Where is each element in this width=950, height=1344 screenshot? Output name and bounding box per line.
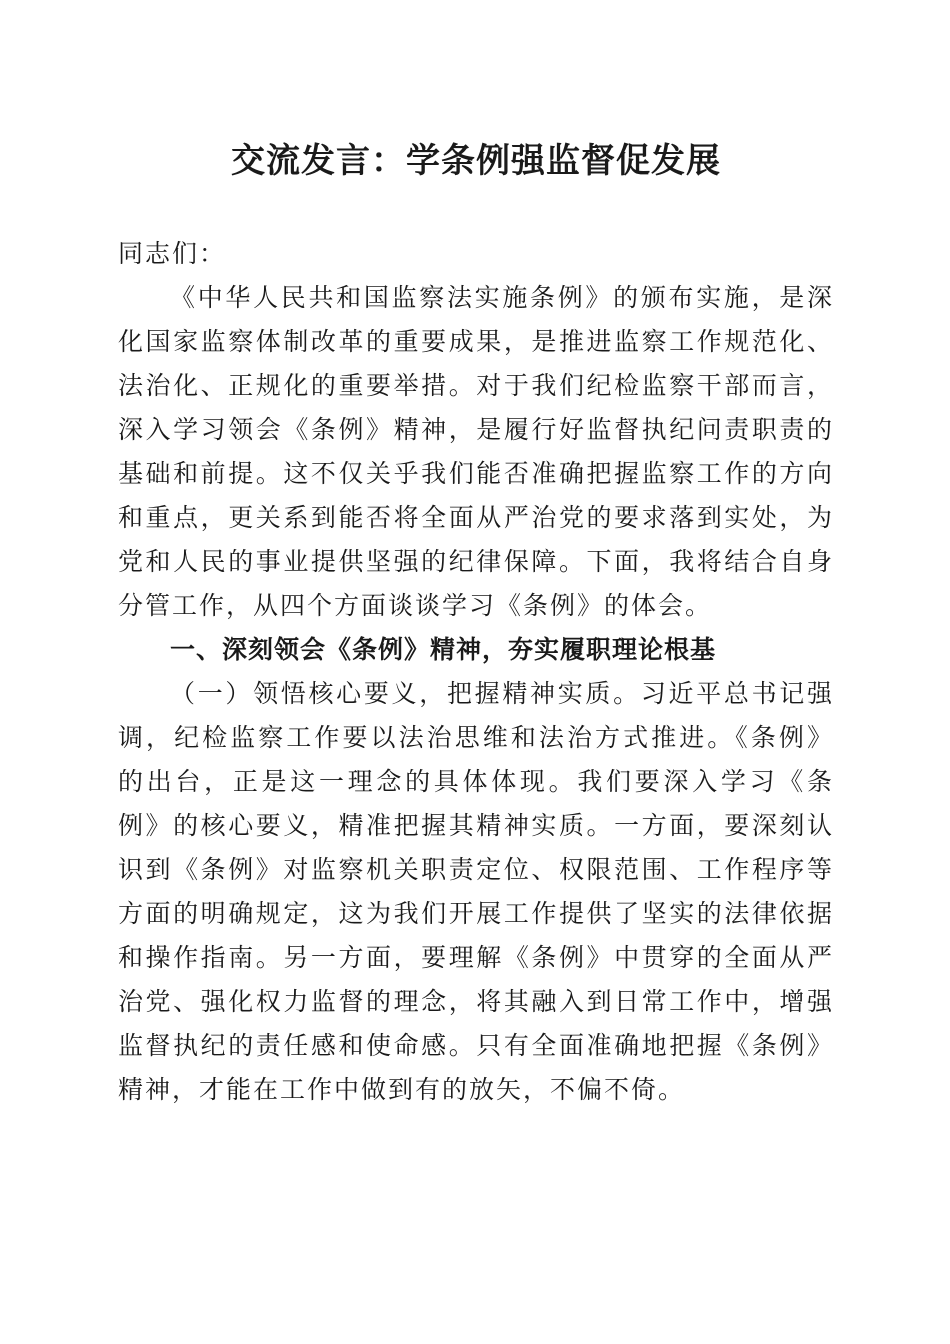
intro-paragraph: 《中华人民共和国监察法实施条例》的颁布实施，是深化国家监察体制改革的重要成果，是推进监察工作规范化、法治化、正规化的重要举措。对于我们纪检监察干部而言，深入学习领会《条例》精神，是履行好监督执纪问责职责的基础和前提。这不仅关乎我们能否准确把握监察工作的方向和重点，更关系到能否将全面从严治党的要求落到实处，为党和人民的事业提供坚强的纪律保障。下面，我将结合自身分管工作，从四个方面谈谈学习《条例》的体会。 [118,283,834,620]
document-body [118,232,834,1112]
document-title: 交流发言：学条例强监督促发展 [231,141,721,181]
section-heading-1: 一、深刻领会《条例》精神，夯实履职理论根基 [170,635,717,664]
subsection-paragraph-1: （一）领悟核心要义，把握精神实质。习近平总书记强调，纪检监察工作要以法治思维和法治方式推进。《条例》的出台，正是这一理念的具体体现。我们要深入学习《条例》的核心要义，精准把握其精神实质。一方面，要深刻认识到《条例》对监察机关职责定位、权限范围、工作程序等方面的明确规定，这为我们开展工作提供了坚实的法律依据和操作指南。另一方面，要理解《条例》中贯穿的全面从严治党、强化权力监督的理念，将其融入到日常工作中，增强监督执纪的责任感和使命感。只有全面准确地把握《条例》精神，才能在工作中做到有的放矢，不偏不倚。 [118,679,834,1104]
salutation: 同志们： [118,239,227,268]
